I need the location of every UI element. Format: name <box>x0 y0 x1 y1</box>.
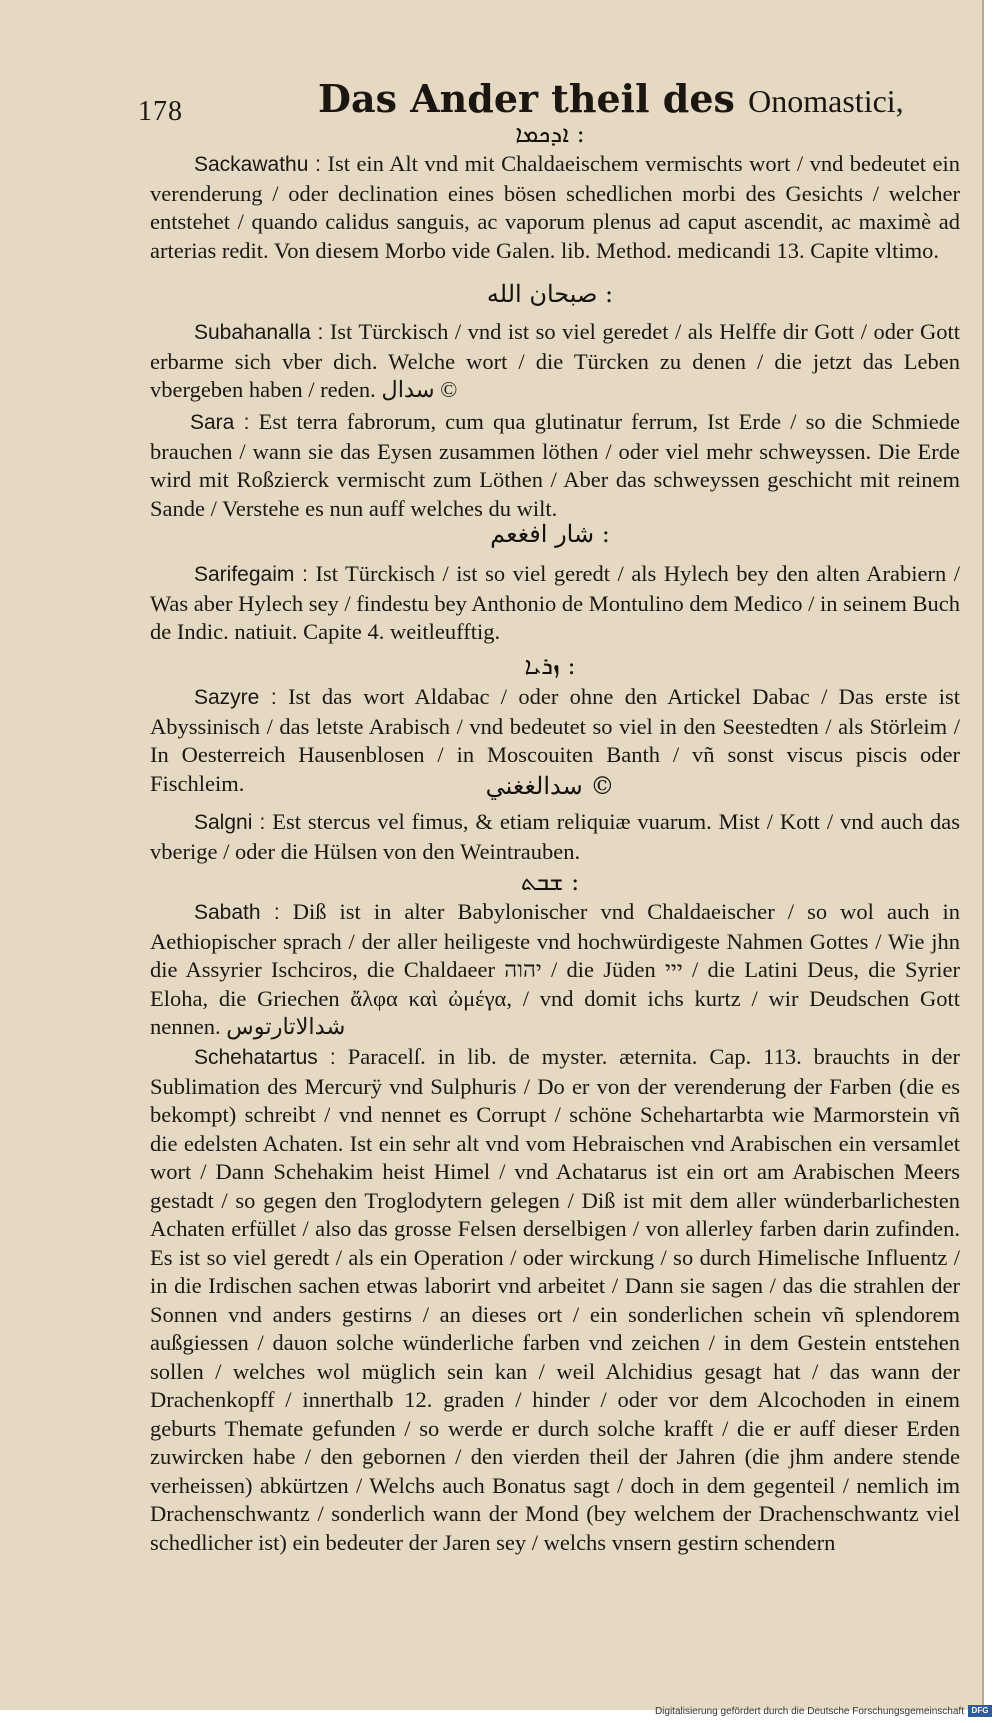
entry-lemma: Sackawathu : <box>194 153 321 176</box>
entry-heading: ܐܕܟܡܐ : <box>515 120 585 148</box>
entry-text: Paracelſ. in lib. de myster. æternita. Cap. 113. brauchts in der Sublimation des Mercurÿ vnd Sulphuris / Do er von der verenderung der Farben (die es bekompt) schreibt / vnd nennet es Corrupt / schöne Schehartarbta wie Marmorstein vñ die edelsten Achaten. Ist ein sehr alt vnd vom Hebraischen vnd Arabischen ein versamlet wort / Dann Schehakim heist Himel / vnd Achatarus ist ein ort am Arabischen Meers gestadt / so gegen den Troglodytern gelegen / Diß ist mit dem aller wünderbarlichesten Achaten erfüllet / also das grosse Felsen derselbigen / von allerley farben darin zufinden. Es ist so viel geredt / als ein Operation / oder wirckung / so durch Himelische Influentz / in die Irdischen sachen etwas laborirt vnd arbeitet / Dann sie sagen / das die strahlen der Sonnen vnd anders gestirns / an dieses ort / ein sonderlichen schein vñ splendorem außgiessen / dauon solche wünderliche farben vnd zeichen / in dem Gestein entstehen sollen / welches wol müglich sein kan / weil Alchidius gesagt hat / das wann der Drachenkopff / innerthalb 12. graden / hinder / oder vor dem Alcochoden in einem geburts Themate gefunden / so werde er durch solche krafft / die er auff dieser Erden zuwircken habe / den gebornen / den vierden theil der Jahren (die jhm andere stende verheissen) abkürtzen / Welchs auch Bonatus sagt / doch in dem gegenteil / nemlich im Drachenschwantz / sonderlich wann der Mond (bey welchem der Drachenschwantz viel schedlicher ist) ein bedeuter der Jaren sey / welchs vnsern gestirn schendern <box>150 1044 961 1555</box>
entry-lemma: Sazyre : <box>194 686 277 709</box>
credit-text: Digitalisierung gefördert durch die Deutsche Forschungsgemeinschaft <box>654 1705 964 1717</box>
entry-lemma: Subahanalla : <box>194 321 324 344</box>
entry-text: Est stercus vel fimus, & etiam reliquiæ vuarum. Mist / Kott / vnd auch das vberige / oder die Hülsen von den Weintrauben. <box>150 809 961 864</box>
entry <box>150 408 960 523</box>
entry-heading: صبحان الله : <box>486 280 614 308</box>
page-header <box>0 0 982 130</box>
entry-heading: شار افغعم : <box>490 520 610 548</box>
running-head <box>318 76 904 121</box>
entry <box>150 560 960 647</box>
entry <box>150 808 960 866</box>
entry-text: Ist Türckisch / ist so viel geredt / als Hylech bey den alten Arabiern / Was aber Hylech sey / findestu bey Anthonio de Montulino dem Medico / in seinem Buch de Indic. natiuit. Capite 4. weitleufftig. <box>150 561 961 644</box>
entry-lemma: Sarifegaim : <box>194 563 308 586</box>
entry <box>150 1043 960 1557</box>
running-head-title: Das Ander theil des <box>318 76 735 121</box>
entry-lemma: Schehatartus : <box>194 1046 336 1069</box>
page-number: 178 <box>138 96 183 127</box>
entry-text: Ist das wort Aldabac / oder ohne den Artickel Dabac / Das erste ist Abyssinisch / das letste Arabisch / vnd bedeutet so viel in den Seestedten / als Störleim / In Oesterreich Hausenblosen / in Moscouiten Banth / vñ sonst viscus piscis oder Fischleim. <box>150 684 961 796</box>
entry <box>150 898 960 1042</box>
entry-text: Est terra fabrorum, cum qua glutinatur ferrum, Ist Erde / so die Schmiede brauchen / wann sie das Eysen zusammen löthen / oder viel mehr schweyssen. Die Erde wird mit Roßzierck vermischt zum Löthen / Aber das schweyssen geschicht mit reinem Sande / Verstehe es nun auff welches du wilt. <box>150 409 961 521</box>
entry-lemma: Sara : <box>190 411 250 434</box>
entry-text: Diß ist in alter Babylonischer vnd Chaldaeischer / so wol auch in Aethiopischer sprach / der aller heiligeste vnd hochwürdigeste Nahmen Gottes / Wie jhn die Assyrier Ischciros, die Chaldaeer יהוה / die Jüden ייי / die Latini Deus, die Syrier Eloha, die Griechen ἄλφα καὶ ὠμέγα, / vnd domit ichs kurtz / wir Deudschen Gott nennen. شدالاتارتوس <box>150 899 961 1039</box>
entry-lemma: Salgni : <box>194 811 266 834</box>
entry-heading: سدالغغني © <box>485 772 615 800</box>
dfg-logo: DFG <box>968 1705 992 1717</box>
entry-heading: ܙܪܝܐ : <box>524 652 576 680</box>
entry-heading: ܫܒܬ : <box>520 868 580 896</box>
entry <box>150 150 960 265</box>
entry-lemma: Sabath : <box>194 901 280 924</box>
entry-text: Ist ein Alt vnd mit Chaldaeischem vermischts wort / vnd bedeutet ein verenderung / oder declination eines bösen schedlichen morbi des Gesichts / welcher entstehet / quando calidus sanguis, ac vaporum plenus ad caput ascendit, ac maximè ad arterias redit. Von diesem Morbo vide Galen. lib. Method. medicandi 13. Capite vltimo. <box>150 151 961 263</box>
entry-text: Ist Türckisch / vnd ist so viel geredet / als Helffe dir Gott / oder Gott erbarme sich vber dich. Welche wort / die Türcken zu denen / die jetzt das Leben vbergeben haben / reden. سدال © <box>150 319 960 402</box>
running-head-latin: Onomastici, <box>748 83 904 119</box>
entry <box>150 318 960 405</box>
digitization-credit <box>655 1705 992 1717</box>
